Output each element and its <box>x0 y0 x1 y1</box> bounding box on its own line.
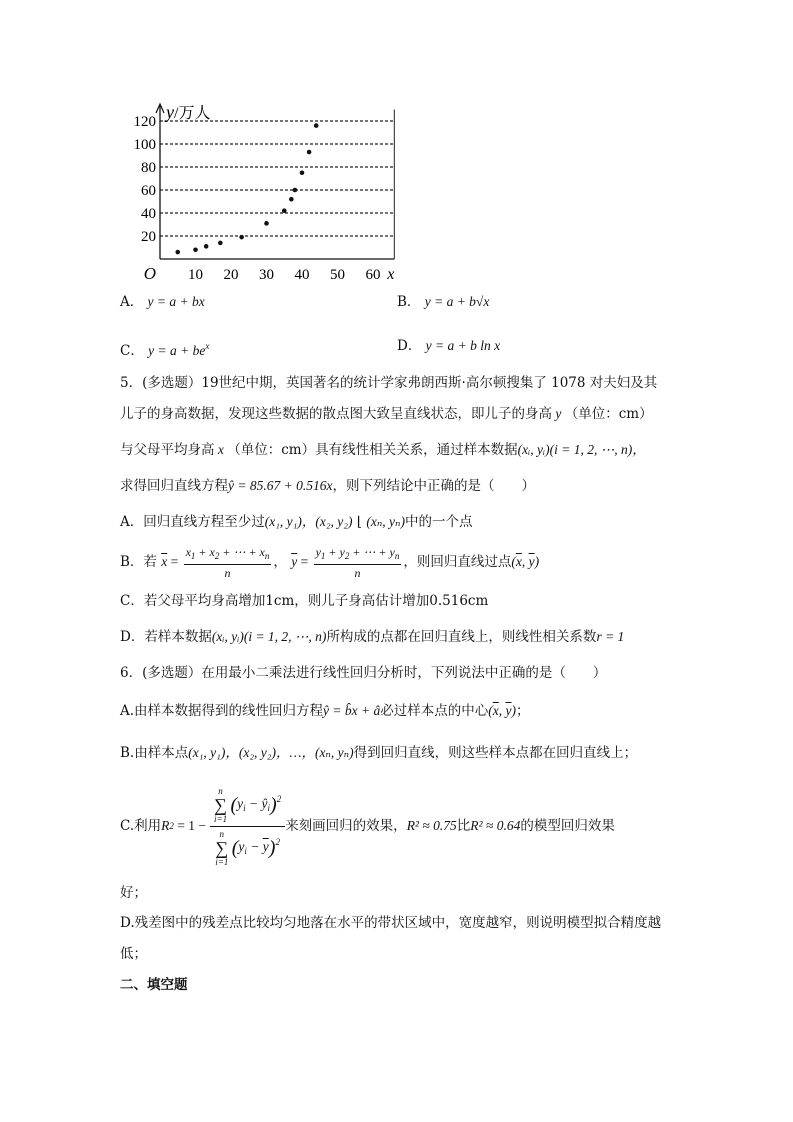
option-text: 得到回归直线，则这些样本点都在回归直线上； <box>353 745 638 761</box>
var-x: x <box>214 442 228 457</box>
option-text: 的模型回归效果 <box>520 818 615 834</box>
y-axis-label-var: y <box>166 102 174 122</box>
q5-text: （单位：cm）具有线性相关关系，通过样本数据 <box>227 442 518 458</box>
option-text: ； <box>516 703 530 719</box>
option-text: C.利用 <box>120 818 162 834</box>
data-point <box>300 170 305 175</box>
data-point <box>282 208 287 213</box>
option-text: A．回归直线方程至少过 <box>120 514 265 530</box>
q4-option-a[interactable] <box>120 292 205 312</box>
x-tick-label: 60 <box>365 267 381 283</box>
q5-stem-line4 <box>120 476 535 496</box>
option-formula: y = a + b ln x <box>425 338 501 353</box>
option-math: R² ≈ 0.64 <box>470 818 521 833</box>
x-tick-label: 40 <box>294 267 310 283</box>
y-tick-label: 120 <box>133 114 156 130</box>
q5-stem-line1: 5．(多选题）19世纪中期，英国著名的统计学家弗朗西斯·高尔顿搜集了 1078 对夫妇及其 <box>120 375 658 391</box>
option-label: D． <box>397 338 422 354</box>
q5-text: 儿子的身高数据，发现这些数据的散点图大致呈直线状态，即儿子的身高 <box>120 406 552 422</box>
y-tick-label: 40 <box>141 206 156 222</box>
var-y: y <box>552 406 565 421</box>
mean-y: $\overline{y}$ <box>291 554 298 569</box>
option-math: (x₁, y₁)，(x₂, y₂) <box>264 514 353 529</box>
x-tick-label: 50 <box>330 267 345 283</box>
regression-equation: ŷ = 85.67 + 0.516x <box>228 478 333 493</box>
data-point <box>289 197 294 202</box>
r-squared-formula: R 2 = 1 − n ∑ i=1 ($y_i$ − $ŷ_i)^2$ n ∑ i=1 $(y_i - \overline{y})^2$ <box>161 786 285 867</box>
y-tick-label: 20 <box>141 229 156 245</box>
option-label: A． <box>120 294 144 310</box>
q6-option-c[interactable] <box>120 786 615 866</box>
q5-stem-line2 <box>120 404 653 424</box>
fraction-mean-x: $\frac{x_1 + x_2 + \cdots + x_n}{n}$ <box>185 545 270 580</box>
option-math: (xₙ, yₙ) <box>366 514 406 529</box>
q5-text: （单位：cm） <box>564 406 653 422</box>
q4-option-c[interactable] <box>120 336 209 361</box>
option-math: (xᵢ, yᵢ)(i = 1, 2, ⋯, n) <box>211 629 327 644</box>
y-tick-label: 80 <box>141 160 156 176</box>
y-axis-label <box>164 102 210 122</box>
option-text: 中的一个点 <box>405 514 473 530</box>
q6-option-c-cont: 好； <box>120 885 147 901</box>
option-text: A.由样本数据得到的线性回归方程 <box>120 703 324 719</box>
ellipsis-glyph: ⌊ <box>352 514 367 530</box>
x-axis-label: x <box>387 266 395 283</box>
option-text: 所构成的点都在回归直线上，则线性相关系数 <box>326 629 597 645</box>
y-axis-label-unit: /万人 <box>174 105 211 122</box>
option-text: D．若样本数据 <box>120 629 212 645</box>
y-tick-label: 100 <box>133 137 156 153</box>
q5-text: 与父母平均身高 <box>120 442 215 458</box>
q6-stem: 6．(多选题）在用最小二乘法进行线性回归分析时，下列说法中正确的是（ ） <box>120 665 607 681</box>
section-heading: 二、填空题 <box>120 977 188 993</box>
q5-option-c[interactable]: C．若父母平均身高增加1cm，则儿子身高估计增加0.516cm <box>120 593 489 609</box>
q6-option-a[interactable] <box>120 701 530 721</box>
q5-option-d[interactable] <box>120 627 624 647</box>
x-tick-label: 10 <box>188 267 203 283</box>
q5-text: 求得回归直线方程 <box>120 478 228 494</box>
option-text: 来刻画回归的效果， <box>285 818 407 834</box>
option-text: B．若 <box>120 554 157 570</box>
data-point <box>264 221 269 226</box>
q4-option-d[interactable] <box>397 336 500 356</box>
x-tick-label: 20 <box>223 267 239 283</box>
data-point <box>307 150 312 155</box>
q5-option-a[interactable] <box>120 512 473 532</box>
option-text: ，则回归直线过点 <box>403 554 512 570</box>
data-point <box>314 123 319 128</box>
q5-option-b[interactable]: B．若 $\overline{x}$ = $\frac{x_1 + x_2 + \cdots + x_n}{n}$ ， $\overline{y}$ = $\frac{y_1 + y_2 + \cdots + y_n}{n}$ ，则回归直线过点($\overline{x}$, $\overline{y}$) <box>120 545 540 580</box>
center-point: ($\overline{x}$, $\overline{y}$) <box>511 554 540 569</box>
q6-option-b[interactable] <box>120 743 637 763</box>
q6-option-d[interactable]: D.残差图中的残差点比较均匀地落在水平的带状区域中，宽度越窄，则说明模型拟合精度越 <box>120 915 662 931</box>
scatter-chart <box>120 98 430 288</box>
x-tick-label: 30 <box>259 267 274 283</box>
data-point <box>218 241 223 246</box>
option-math: R² ≈ 0.75 <box>406 818 457 833</box>
option-text: B.由样本点 <box>120 745 189 761</box>
q5-stem-line3 <box>120 440 646 460</box>
y-tick-label: 60 <box>141 183 156 199</box>
q5-sample-notation: (xᵢ, yᵢ)(i = 1, 2, ⋯, n)， <box>517 442 646 457</box>
option-label: B． <box>397 294 421 310</box>
mean-x: $\overline{x}$ <box>161 554 168 569</box>
data-point <box>193 248 198 253</box>
q5-text: ，则下列结论中正确的是（ ） <box>332 478 535 494</box>
option-label: C． <box>120 343 144 359</box>
option-exponent: x <box>205 341 210 351</box>
option-formula: y = a + be <box>148 343 206 358</box>
option-text: 比 <box>456 818 471 834</box>
option-text: 必过样本点的中心 <box>380 703 489 719</box>
data-point <box>293 188 298 193</box>
option-math: (x₁, y₁)，(x₂, y₂)，…，(xₙ, yₙ) <box>188 745 354 760</box>
option-math: r = 1 <box>596 629 625 644</box>
center-point: ($\overline{x}$, $\overline{y}$) <box>488 703 517 718</box>
q4-option-b[interactable] <box>397 292 489 312</box>
origin-label: O <box>143 264 156 283</box>
data-point <box>204 244 209 249</box>
q6-option-d-cont: 低； <box>120 946 147 962</box>
option-formula: y = a + b√x <box>424 294 490 309</box>
data-point <box>175 250 180 255</box>
data-point <box>239 235 244 240</box>
fraction-mean-y: $\frac{y_1 + y_2 + \cdots + y_n}{n}$ <box>315 545 400 580</box>
option-formula: y = a + bx <box>147 294 205 309</box>
option-math: ŷ = b̂x + â <box>323 703 381 718</box>
